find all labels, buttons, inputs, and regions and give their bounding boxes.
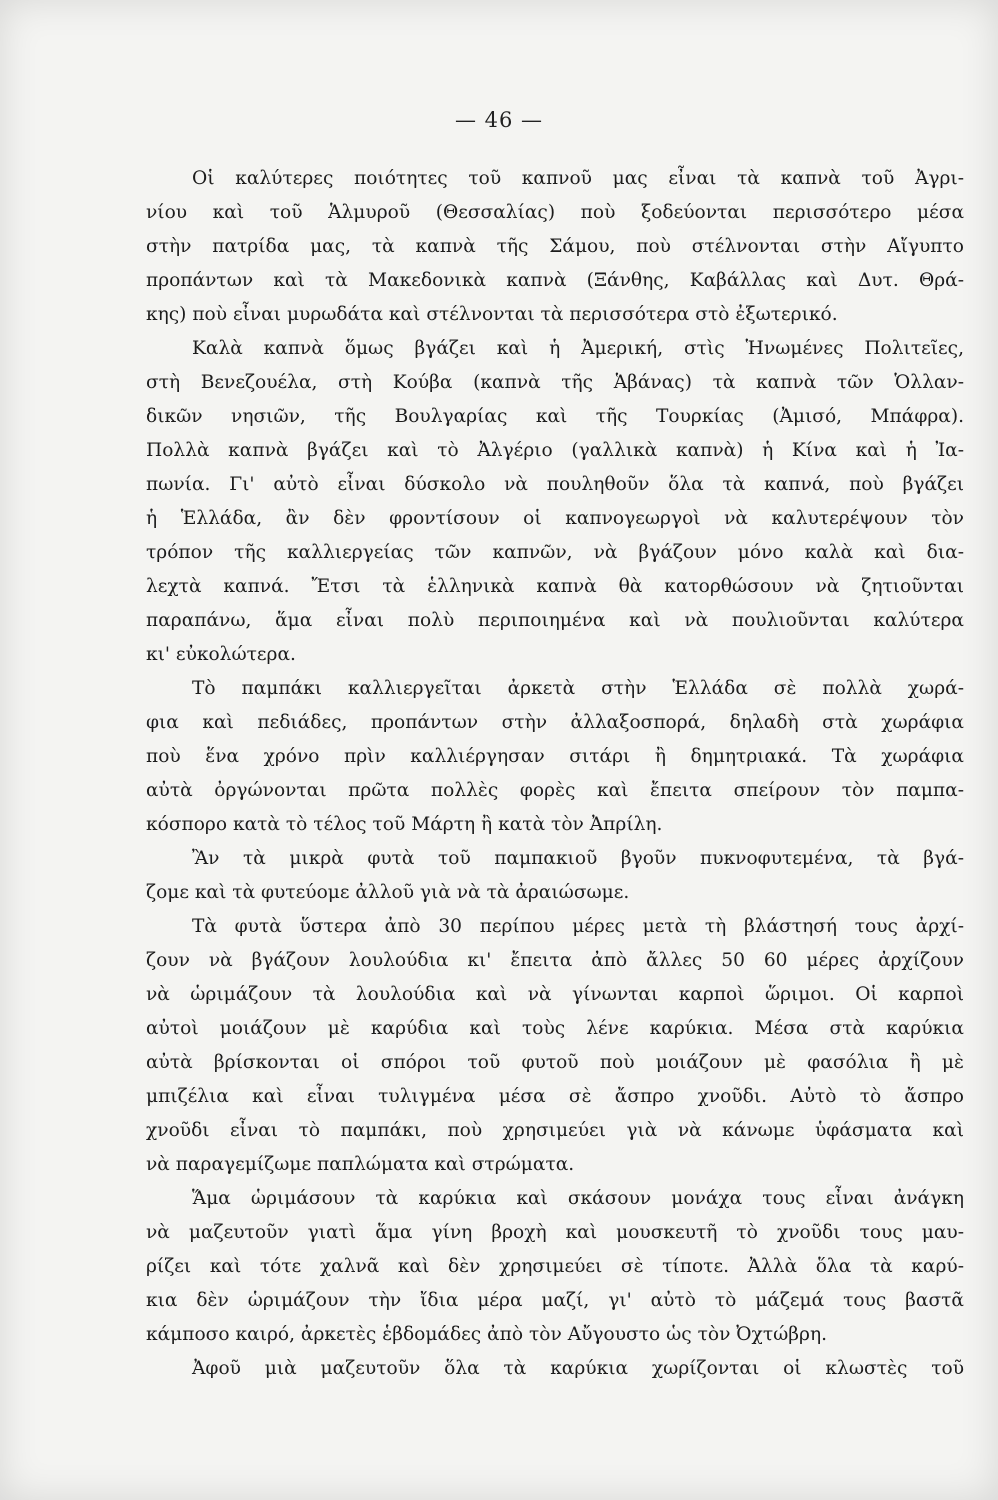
text-line: αὐτὰ βρίσκονται οἱ σπόροι τοῦ φυτοῦ ποὺ μοιάζουν μὲ φασόλια ἢ μὲ	[146, 1052, 964, 1073]
text-line: ζουν νὰ βγάζουν λουλούδια κι' ἔπειτα ἀπὸ ἄλλες 50 60 μέρες ἀρχίζουν	[146, 950, 964, 971]
text-line: ποὺ ἕνα χρόνο πρὶν καλλιέργησαν σιτάρι ἢ δημητριακά. Τὰ χωράφια	[146, 746, 964, 767]
text-line: προπάντων καὶ τὰ Μακεδονικὰ καπνὰ (Ξάνθης, Καβάλλας καὶ Δυτ. Θρά-	[146, 270, 964, 291]
text-line: ἡ Ἑλλάδα, ἂν δὲν φροντίσουν οἱ καπνογεωργοὶ νὰ καλυτερέψουν τὸν	[146, 508, 964, 529]
text-line: Πολλὰ καπνὰ βγάζει καὶ τὸ Ἀλγέριο (γαλλικὰ καπνὰ) ἡ Κίνα καὶ ἡ Ἰα-	[146, 440, 964, 461]
paragraph-4	[146, 842, 964, 910]
paragraph-7	[146, 1352, 964, 1386]
text-line: δικῶν νησιῶν, τῆς Βουλγαρίας καὶ τῆς Τουρκίας (Ἀμισό, Μπάφρα).	[146, 406, 964, 427]
body-text	[146, 162, 964, 1386]
paragraph-2	[146, 332, 964, 672]
text-line: κια δὲν ὡριμάζουν τὴν ἴδια μέρα μαζί, γι' αὐτὸ τὸ μάζεμά τους βαστᾶ	[146, 1290, 964, 1311]
text-line: στὴ Βενεζουέλα, στὴ Κούβα (καπνὰ τῆς Ἁβάνας) τὰ καπνὰ τῶν Ὁλλαν-	[146, 372, 964, 393]
text-line: Οἱ καλύτερες ποιότητες τοῦ καπνοῦ μας εἶναι τὰ καπνὰ τοῦ Ἀγρι-	[192, 168, 964, 189]
text-line: κι' εὐκολώτερα.	[146, 644, 296, 665]
text-line: Τὰ φυτὰ ὕστερα ἀπὸ 30 περίπου μέρες μετὰ τὴ βλάστησή τους ἀρχί-	[192, 916, 964, 937]
text-line: Ἅμα ὡριμάσουν τὰ καρύκια καὶ σκάσουν μονάχα τους εἶναι ἀνάγκη	[192, 1188, 964, 1209]
text-line: μπιζέλια καὶ εἶναι τυλιγμένα μέσα σὲ ἄσπρο χνοῦδι. Αὐτὸ τὸ ἄσπρο	[146, 1086, 964, 1107]
text-line: τρόπον τῆς καλλιεργείας τῶν καπνῶν, νὰ βγάζουν μόνο καλὰ καὶ δια-	[146, 542, 964, 563]
text-line: αὐτοὶ μοιάζουν μὲ καρύδια καὶ τοὺς λένε καρύκια. Μέσα στὰ καρύκια	[146, 1018, 964, 1039]
text-line: νὰ μαζευτοῦν γιατὶ ἅμα γίνη βροχὴ καὶ μουσκευτῆ τὸ χνοῦδι τους μαυ-	[146, 1222, 964, 1243]
paragraph-6	[146, 1182, 964, 1352]
paragraph-5	[146, 910, 964, 1182]
text-line: νίου καὶ τοῦ Ἁλμυροῦ (Θεσσαλίας) ποὺ ξοδεύονται περισσότερο μέσα	[146, 202, 964, 223]
text-line: ζομε καὶ τὰ φυτεύομε ἀλλοῦ γιὰ νὰ τὰ ἀραιώσωμε.	[146, 882, 630, 903]
text-line: Ἂν τὰ μικρὰ φυτὰ τοῦ παμπακιοῦ βγοῦν πυκνοφυτεμένα, τὰ βγά-	[192, 848, 964, 869]
text-line: παραπάνω, ἅμα εἶναι πολὺ περιποιημένα καὶ νὰ πουλιοῦνται καλύτερα	[146, 610, 964, 631]
text-line: Τὸ παμπάκι καλλιεργεῖται ἀρκετὰ στὴν Ἑλλάδα σὲ πολλὰ χωρά-	[192, 678, 964, 699]
text-line: κάμποσο καιρό, ἀρκετὲς ἑβδομάδες ἀπὸ τὸν Αὔγουστο ὡς τὸν Ὀχτώβρη.	[146, 1324, 827, 1345]
text-line: κόσπορο κατὰ τὸ τέλος τοῦ Μάρτη ἢ κατὰ τὸν Ἀπρίλη.	[146, 814, 663, 835]
text-line: λεχτὰ καπνά. Ἔτσι τὰ ἑλληνικὰ καπνὰ θὰ κατορθώσουν νὰ ζητιοῦνται	[146, 576, 964, 597]
text-line: νὰ ὡριμάζουν τὰ λουλούδια καὶ νὰ γίνωνται καρποὶ ὥριμοι. Οἱ καρποὶ	[146, 984, 964, 1005]
text-line: αὐτὰ ὀργώνονται πρῶτα πολλὲς φορὲς καὶ ἔπειτα σπείρουν τὸν παμπα-	[146, 780, 964, 801]
text-line: ρίζει καὶ τότε χαλνᾶ καὶ δὲν χρησιμεύει σὲ τίποτε. Ἀλλὰ ὅλα τὰ καρύ-	[146, 1256, 964, 1277]
text-line: στὴν πατρίδα μας, τὰ καπνὰ τῆς Σάμου, ποὺ στέλνονται στὴν Αἴγυπτο	[146, 236, 964, 257]
text-line: Ἀφοῦ μιὰ μαζευτοῦν ὅλα τὰ καρύκια χωρίζονται οἱ κλωστὲς τοῦ	[192, 1358, 964, 1379]
paragraph-1	[146, 162, 964, 332]
paragraph-3	[146, 672, 964, 842]
text-line: Καλὰ καπνὰ ὅμως βγάζει καὶ ἡ Ἀμερική, στὶς Ἡνωμένες Πολιτεῖες,	[192, 338, 964, 359]
text-line: φια καὶ πεδιάδες, προπάντων στὴν ἀλλαξοσπορά, δηλαδὴ στὰ χωράφια	[146, 712, 964, 733]
text-line: κης) ποὺ εἶναι μυρωδάτα καὶ στέλνονται τὰ περισσότερα στὸ ἐξωτερικό.	[146, 304, 838, 325]
text-line: πωνία. Γι' αὐτὸ εἶναι δύσκολο νὰ πουληθοῦν ὅλα τὰ καπνά, ποὺ βγάζει	[146, 474, 964, 495]
text-line: χνοῦδι εἶναι τὸ παμπάκι, ποὺ χρησιμεύει γιὰ νὰ κάνωμε ὑφάσματα καὶ	[146, 1120, 964, 1141]
text-line: νὰ παραγεμίζωμε παπλώματα καὶ στρώματα.	[146, 1154, 575, 1175]
page-number: — 46 —	[454, 108, 544, 132]
